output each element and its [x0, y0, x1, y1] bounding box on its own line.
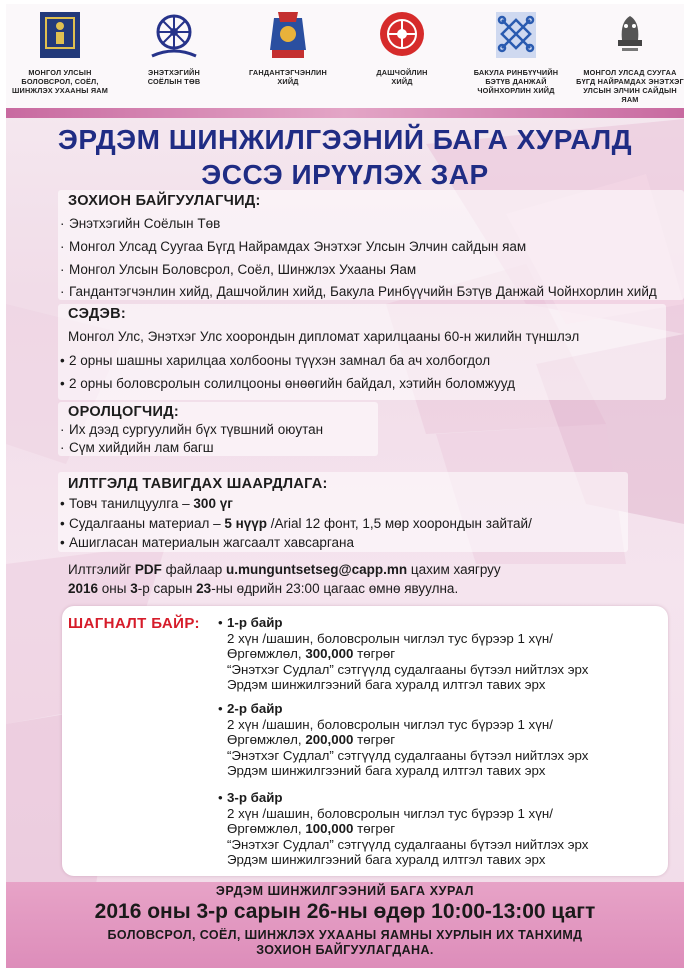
submission-line-2: 2016 оны 3-р сарын 23-ны өдрийн 23:00 цагаас өмнө явуулна.: [68, 581, 459, 596]
dharma-wheel-icon: [146, 10, 202, 62]
india-emblem-icon: [602, 10, 658, 62]
organizer-item: · Монгол Улсын Боловсрол, Соёл, Шинжлэх Ухааны Яам: [60, 262, 417, 277]
organizer-item: · Энэтхэгийн Соёлын Төв: [60, 216, 221, 231]
pink-divider-band: [6, 108, 684, 118]
prize-third: • 3-р байр 2 хүн /шашин, боловсролын чиглэл тус бүрээр 1 хүн/ Өргөмжлөл, 100,000 төгрөг “Энэтхэг Судлал” сэтгүүлд судалгааны бүтээл нийтлэх эрх Эрдэм шинжилгээний бага хуралд илтгэл тавих эрх: [218, 790, 589, 868]
logo-bakula: БАКУЛА РИНБҮҮЧИЙН БЭТҮВ ДАНЖАЙ ЧОЙНХОРЛИН ХИЙД: [460, 10, 572, 95]
ministry-emblem-icon: [32, 10, 88, 62]
logo-row: [6, 4, 684, 112]
title-line-1: ЭРДЭМ ШИНЖИЛГЭЭНИЙ БАГА ХУРАЛД: [57, 124, 633, 155]
poster: [6, 4, 684, 968]
page-title: [6, 122, 684, 192]
logo-dashchoilin: ДАШЧОЙЛИН ХИЙД: [346, 10, 458, 86]
gandan-emblem-icon: [260, 10, 316, 62]
participant-item: · Сүм хийдийн лам багш: [60, 440, 214, 455]
topic-heading: СЭДЭВ:: [68, 306, 126, 322]
participant-item: · Их дээд сургуулийн бүх түвшний оюутан: [60, 422, 324, 437]
footer-venue: БОЛОВСРОЛ, СОЁЛ, ШИНЖЛЭХ УХААНЫ ЯАМНЫ ХУРЛЫН ИХ ТАНХИМД ЗОХИОН БАЙГУУЛАГДАНА.: [107, 928, 583, 957]
organizers-heading: ЗОХИОН БАЙГУУЛАГЧИД:: [68, 193, 261, 209]
requirement-item: • Товч танилцуулга – 300 үг: [60, 496, 233, 511]
logo-gandan: ГАНДАНТЭГЧЭНЛИН ХИЙД: [232, 10, 344, 86]
logo-ministry: МОНГОЛ УЛСЫН БОЛОВСРОЛ, СОЁЛ, ШИНЖЛЭХ УХААНЫ ЯАМ: [6, 10, 116, 95]
organizer-item: · Гандантэгчэнлин хийд, Дашчойлин хийд, Бакула Ринбүүчийн Бэтүв Данжай Чойнхорлин хийд: [60, 284, 657, 299]
prize-second: • 2-р байр 2 хүн /шашин, боловсролын чиглэл тус бүрээр 1 хүн/ Өргөмжлөл, 200,000 төгрөг “Энэтхэг Судлал” сэтгүүлд судалгааны бүтээл нийтлэх эрх Эрдэм шинжилгээний бага хуралд илтгэл тавих эрх: [218, 701, 589, 779]
topic-line: Монгол Улс, Энэтхэг Улс хоорондын дипломат харилцааны 60-н жилийн түншлэл: [68, 329, 580, 344]
footer-event-name: ЭРДЭМ ШИНЖИЛГЭЭНИЙ БАГА ХУРАЛ: [215, 884, 475, 898]
requirement-item: • Судалгааны материал – 5 нүүр /Arial 12 фонт, 1,5 мөр хоорондын зайтай/: [60, 516, 532, 531]
logo-cultural-center: ЭНЭТХЭГИЙН СОЁЛЫН ТӨВ: [118, 10, 230, 86]
organizer-item: · Монгол Улсад Суугаа Бүгд Найрамдах Энэтхэг Улсын Элчин сайдын яам: [60, 239, 527, 254]
title-line-2: ЭССЭ ИРҮҮЛЭХ ЗАР: [201, 159, 489, 190]
topic-item: • 2 орны шашны харилцаа холбооны түүхэн замнал ба ач холбогдол: [60, 353, 491, 368]
participants-heading: ОРОЛЦОГЧИД:: [68, 404, 180, 420]
submission-email: u.munguntsetseg@capp.mn: [225, 562, 408, 577]
endless-knot-icon: [488, 10, 544, 62]
logo-india-embassy: МОНГОЛ УЛСАД СУУГАА БҮГД НАЙРАМДАХ ЭНЭТХЭГ УЛСЫН ЭЛЧИН САЙДЫН ЯАМ: [574, 10, 684, 104]
prizes-heading: ШАГНАЛТ БАЙР:: [68, 615, 200, 632]
footer-date-time: 2016 оны 3-р сарын 26-ны өдөр 10:00-13:00 цагт: [94, 900, 596, 923]
dashchoilin-emblem-icon: [374, 10, 430, 62]
prize-first: • 1-р байр 2 хүн /шашин, боловсролын чиглэл тус бүрээр 1 хүн/ Өргөмжлөл, 300,000 төгрөг “Энэтхэг Судлал” сэтгүүлд судалгааны бүтээл нийтлэх эрх Эрдэм шинжилгээний бага хуралд илтгэл тавих эрх: [218, 615, 589, 693]
requirements-heading: ИЛТГЭЛД ТАВИГДАХ ШААРДЛАГА:: [68, 476, 328, 492]
topic-item: • 2 орны боловсролын солилцооны өнөөгийн байдал, хэтийн боломжууд: [60, 376, 515, 391]
requirement-item: • Ашигласан материалын жагсаалт хавсаргана: [60, 535, 354, 550]
submission-line-1: Илтгэлийг PDF файлаар u.munguntsetseg@capp.mn цахим хаягруу: [68, 562, 501, 577]
